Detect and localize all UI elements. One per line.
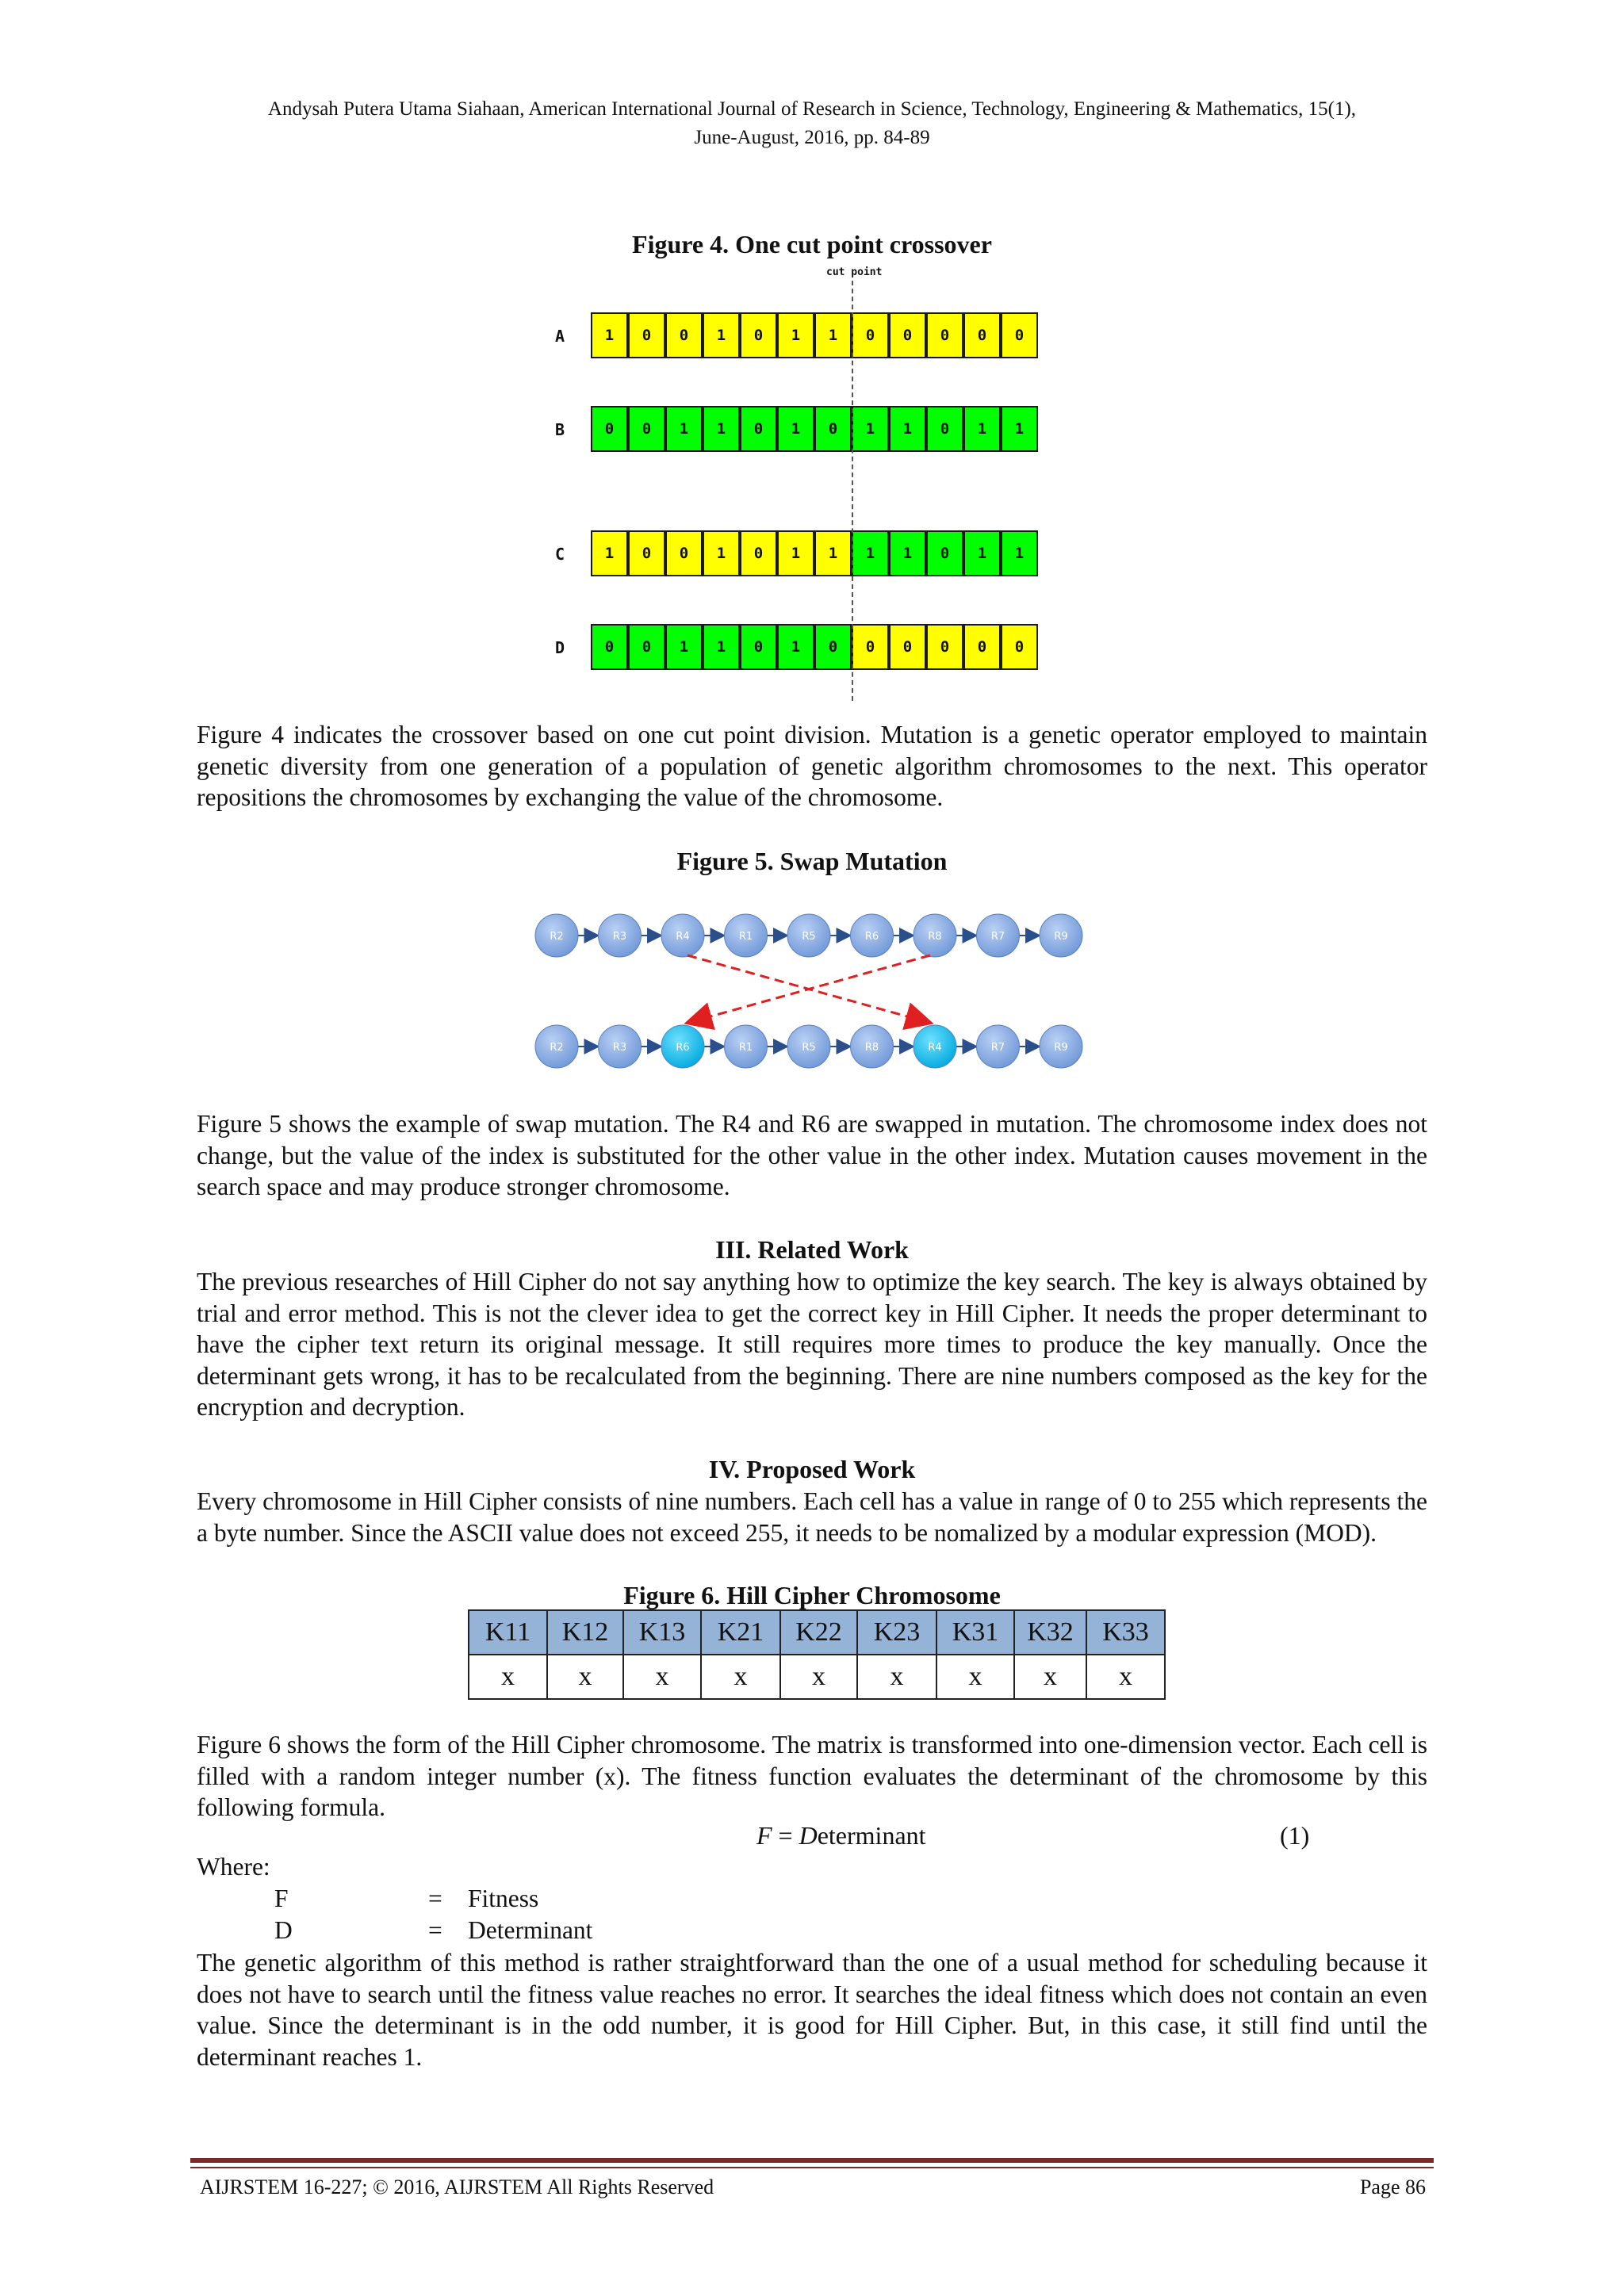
gene-cell: 1 (777, 406, 814, 452)
gene-cell: 0 (665, 530, 703, 576)
table-cell: x (547, 1655, 623, 1699)
paragraph-text: The previous researches of Hill Cipher do not say anything how to optimize the key search. The key is always obtained by trial and error method. This is not the clever idea to get the correct key in Hill Cipher. It needs the proper determinant to have the cipher text return its original message. It still requires more times to produce the key manually. Once the determinant gets wrong, it has to be recalculated from the beginning. There are nine numbers composed as the key for the encryption and decryption. (197, 1268, 1427, 1421)
paragraph-figure5-description (197, 1108, 1427, 1203)
bottom-row-node-label: R1 (738, 1042, 753, 1054)
chromosome-label-d: D (555, 638, 565, 657)
paragraph-related-work (197, 1266, 1427, 1423)
bottom-row-node-label: R8 (864, 1042, 879, 1054)
footer-page-number: Page 86 (1359, 2175, 1426, 2198)
gene-cell: 0 (740, 406, 777, 452)
gene-cell: 0 (926, 406, 963, 452)
chromosome-label-a: A (555, 327, 565, 346)
figure6-caption: Figure 6. Hill Cipher Chromosome (623, 1581, 1001, 1609)
where-item-determinant-symbol: D (274, 1916, 293, 1944)
gene-cell: 0 (740, 624, 777, 670)
gene-cell: 0 (740, 530, 777, 576)
equation-d: D (799, 1821, 818, 1850)
section-heading-related-work: III. Related Work (715, 1235, 909, 1264)
gene-cell: 1 (665, 406, 703, 452)
equation-lhs: F (756, 1821, 772, 1850)
gene-cell: 1 (852, 530, 889, 576)
equation (756, 1821, 926, 1850)
top-row-node-label: R7 (990, 931, 1005, 943)
bottom-row-node-label: R4 (928, 1042, 942, 1054)
gene-cell: 1 (703, 312, 740, 358)
table-header-cell: K21 (701, 1610, 780, 1655)
gene-cell: 0 (628, 312, 665, 358)
paragraph-figure4-description (197, 719, 1427, 813)
paragraph-text: Every chromosome in Hill Cipher consists of nine numbers. Each cell has a value in range of 0 to 255 which represents the a byte number. Since the ASCII value does not exceed 255, it needs to be nomalized by a modular expression (MOD). (197, 1487, 1427, 1547)
figure5-swap-mutation-diagram (523, 896, 1110, 1078)
gene-cell: 1 (963, 530, 1001, 576)
gene-cell: 1 (963, 406, 1001, 452)
where-item-fitness-equals: = (428, 1885, 442, 1912)
table-header-cell: K22 (780, 1610, 857, 1655)
gene-cell: 0 (740, 312, 777, 358)
paragraph-text: Figure 6 shows the form of the Hill Cipher chromosome. The matrix is transformed into one-dimension vector. Each cell is filled with a random integer number (x). The fitness function evaluates the determinant of the chromosome by this following formula. (197, 1731, 1427, 1821)
table-header-cell: K31 (936, 1610, 1014, 1655)
table-cell: x (780, 1655, 857, 1699)
footer-copyright: AIJRSTEM 16-227; © 2016, AIJRSTEM All Rights Reserved (200, 2175, 714, 2198)
gene-cell: 0 (665, 312, 703, 358)
top-row-node-label: R5 (802, 931, 816, 943)
where-label: Where: (197, 1853, 270, 1881)
gene-cell: 1 (591, 312, 628, 358)
hill-cipher-table (468, 1609, 1166, 1700)
gene-cell: 0 (926, 530, 963, 576)
header-line-2: June-August, 2016, pp. 84-89 (694, 127, 930, 148)
where-item-fitness-symbol: F (274, 1885, 289, 1912)
bottom-row-node-label: R5 (802, 1042, 816, 1054)
section-heading-proposed-work: IV. Proposed Work (708, 1455, 916, 1483)
top-row-node-label: R9 (1054, 931, 1068, 943)
gene-cell: 1 (889, 530, 926, 576)
gene-cell: 0 (628, 406, 665, 452)
table-cell: x (623, 1655, 701, 1699)
gene-cell: 0 (628, 624, 665, 670)
figure4-caption: Figure 4. One cut point crossover (632, 230, 992, 258)
equation-number: (1) (1280, 1821, 1310, 1850)
top-row-node-label: R3 (612, 931, 627, 943)
table-header-cell: K32 (1014, 1610, 1086, 1655)
gene-cell: 0 (814, 406, 852, 452)
header-line-1: Andysah Putera Utama Siahaan, American International Journal of Research in Science, Technology, Engineering & Mathematics, 15(1), (267, 98, 1357, 120)
gene-cell: 1 (703, 406, 740, 452)
table-header-row (469, 1610, 1165, 1655)
top-row-node-label: R6 (864, 931, 879, 943)
table-cell: x (701, 1655, 780, 1699)
gene-cell: 1 (591, 530, 628, 576)
gene-cell: 0 (591, 624, 628, 670)
gene-cell: 1 (665, 624, 703, 670)
gene-cell: 0 (628, 530, 665, 576)
where-item-determinant-equals: = (428, 1916, 442, 1944)
figure4-crossover-diagram (555, 266, 1063, 710)
gene-cell: 1 (852, 406, 889, 452)
swap-mutation-svg (523, 896, 1110, 1078)
paragraph-text: Figure 5 shows the example of swap mutation. The R4 and R6 are swapped in mutation. The chromosome index does not change, but the value of the index is substituted for the other value in the other index. Mutation causes movement in the search space and may produce stronger chromosome. (197, 1110, 1427, 1200)
table-cell: x (1086, 1655, 1165, 1699)
gene-cell: 1 (814, 530, 852, 576)
top-row-node-label: R1 (738, 931, 753, 943)
figure6-chromosome-table (468, 1609, 1166, 1700)
gene-cell: 1 (1001, 530, 1038, 576)
table-header-cell: K11 (469, 1610, 547, 1655)
top-row-node-label: R4 (676, 931, 690, 943)
bottom-row-node-label: R3 (612, 1042, 627, 1054)
running-header (159, 95, 1465, 152)
table-header-cell: K13 (623, 1610, 701, 1655)
cut-point-line (852, 281, 853, 701)
gene-cell: 1 (777, 624, 814, 670)
cut-point-label: cut point (826, 266, 883, 278)
table-row (469, 1655, 1165, 1699)
top-row-node-label: R8 (928, 931, 942, 943)
gene-cell: 0 (852, 624, 889, 670)
gene-cell: 1 (777, 312, 814, 358)
gene-cell: 1 (777, 530, 814, 576)
bottom-row-node-label: R2 (550, 1042, 564, 1054)
table-header-cell: K33 (1086, 1610, 1165, 1655)
gene-cell: 0 (814, 624, 852, 670)
gene-cell: 1 (703, 530, 740, 576)
table-cell: x (857, 1655, 936, 1699)
table-cell: x (469, 1655, 547, 1699)
bottom-row-node-label: R9 (1054, 1042, 1068, 1054)
gene-cell: 0 (591, 406, 628, 452)
where-item-determinant-desc: Determinant (468, 1916, 593, 1944)
bottom-row-node-label: R7 (990, 1042, 1005, 1054)
paragraph-text: Figure 4 indicates the crossover based on one cut point division. Mutation is a genetic operator employed to maintain genetic diversity from one generation of a population of genetic algorithm chromosomes to the next. This operator repositions the chromosomes by exchanging the value of the chromosome. (197, 721, 1427, 811)
where-item-fitness-desc: Fitness (468, 1885, 539, 1912)
table-cell: x (936, 1655, 1014, 1699)
gene-cell: 0 (1001, 624, 1038, 670)
gene-cell: 0 (926, 312, 963, 358)
table-cell: x (1014, 1655, 1086, 1699)
table-header-cell: K23 (857, 1610, 936, 1655)
gene-cell: 0 (926, 624, 963, 670)
paragraph-text: The genetic algorithm of this method is rather straightforward than the one of a usual method for scheduling because it does not have to search until the fitness value reaches no error. It searches the ideal fitness which does not contain an even value. Since the determinant is in the odd number, it is good for Hill Cipher. But, in this case, it still find until the determinant reaches 1. (197, 1949, 1427, 2071)
gene-cell: 0 (852, 312, 889, 358)
top-row-node-label: R2 (550, 931, 564, 943)
paragraph-genetic-algorithm (197, 1947, 1427, 2072)
chromosome-label-c: C (555, 545, 565, 564)
gene-cell: 1 (889, 406, 926, 452)
table-header-cell: K12 (547, 1610, 623, 1655)
footer-rule-thick (190, 2158, 1434, 2163)
gene-cell: 0 (889, 312, 926, 358)
gene-cell: 0 (1001, 312, 1038, 358)
equation-equals: = (772, 1821, 799, 1850)
gene-cell: 0 (963, 312, 1001, 358)
bottom-row-node-label: R6 (676, 1042, 690, 1054)
footer-rule-thin (190, 2167, 1434, 2168)
figure5-caption: Figure 5. Swap Mutation (676, 847, 948, 875)
equation-rest: eterminant (817, 1821, 926, 1850)
gene-cell: 0 (963, 624, 1001, 670)
paragraph-proposed-work (197, 1486, 1427, 1548)
gene-cell: 0 (889, 624, 926, 670)
paragraph-figure6-description (197, 1729, 1427, 1823)
gene-cell: 1 (814, 312, 852, 358)
chromosome-label-b: B (555, 420, 565, 439)
gene-cell: 1 (1001, 406, 1038, 452)
gene-cell: 1 (703, 624, 740, 670)
